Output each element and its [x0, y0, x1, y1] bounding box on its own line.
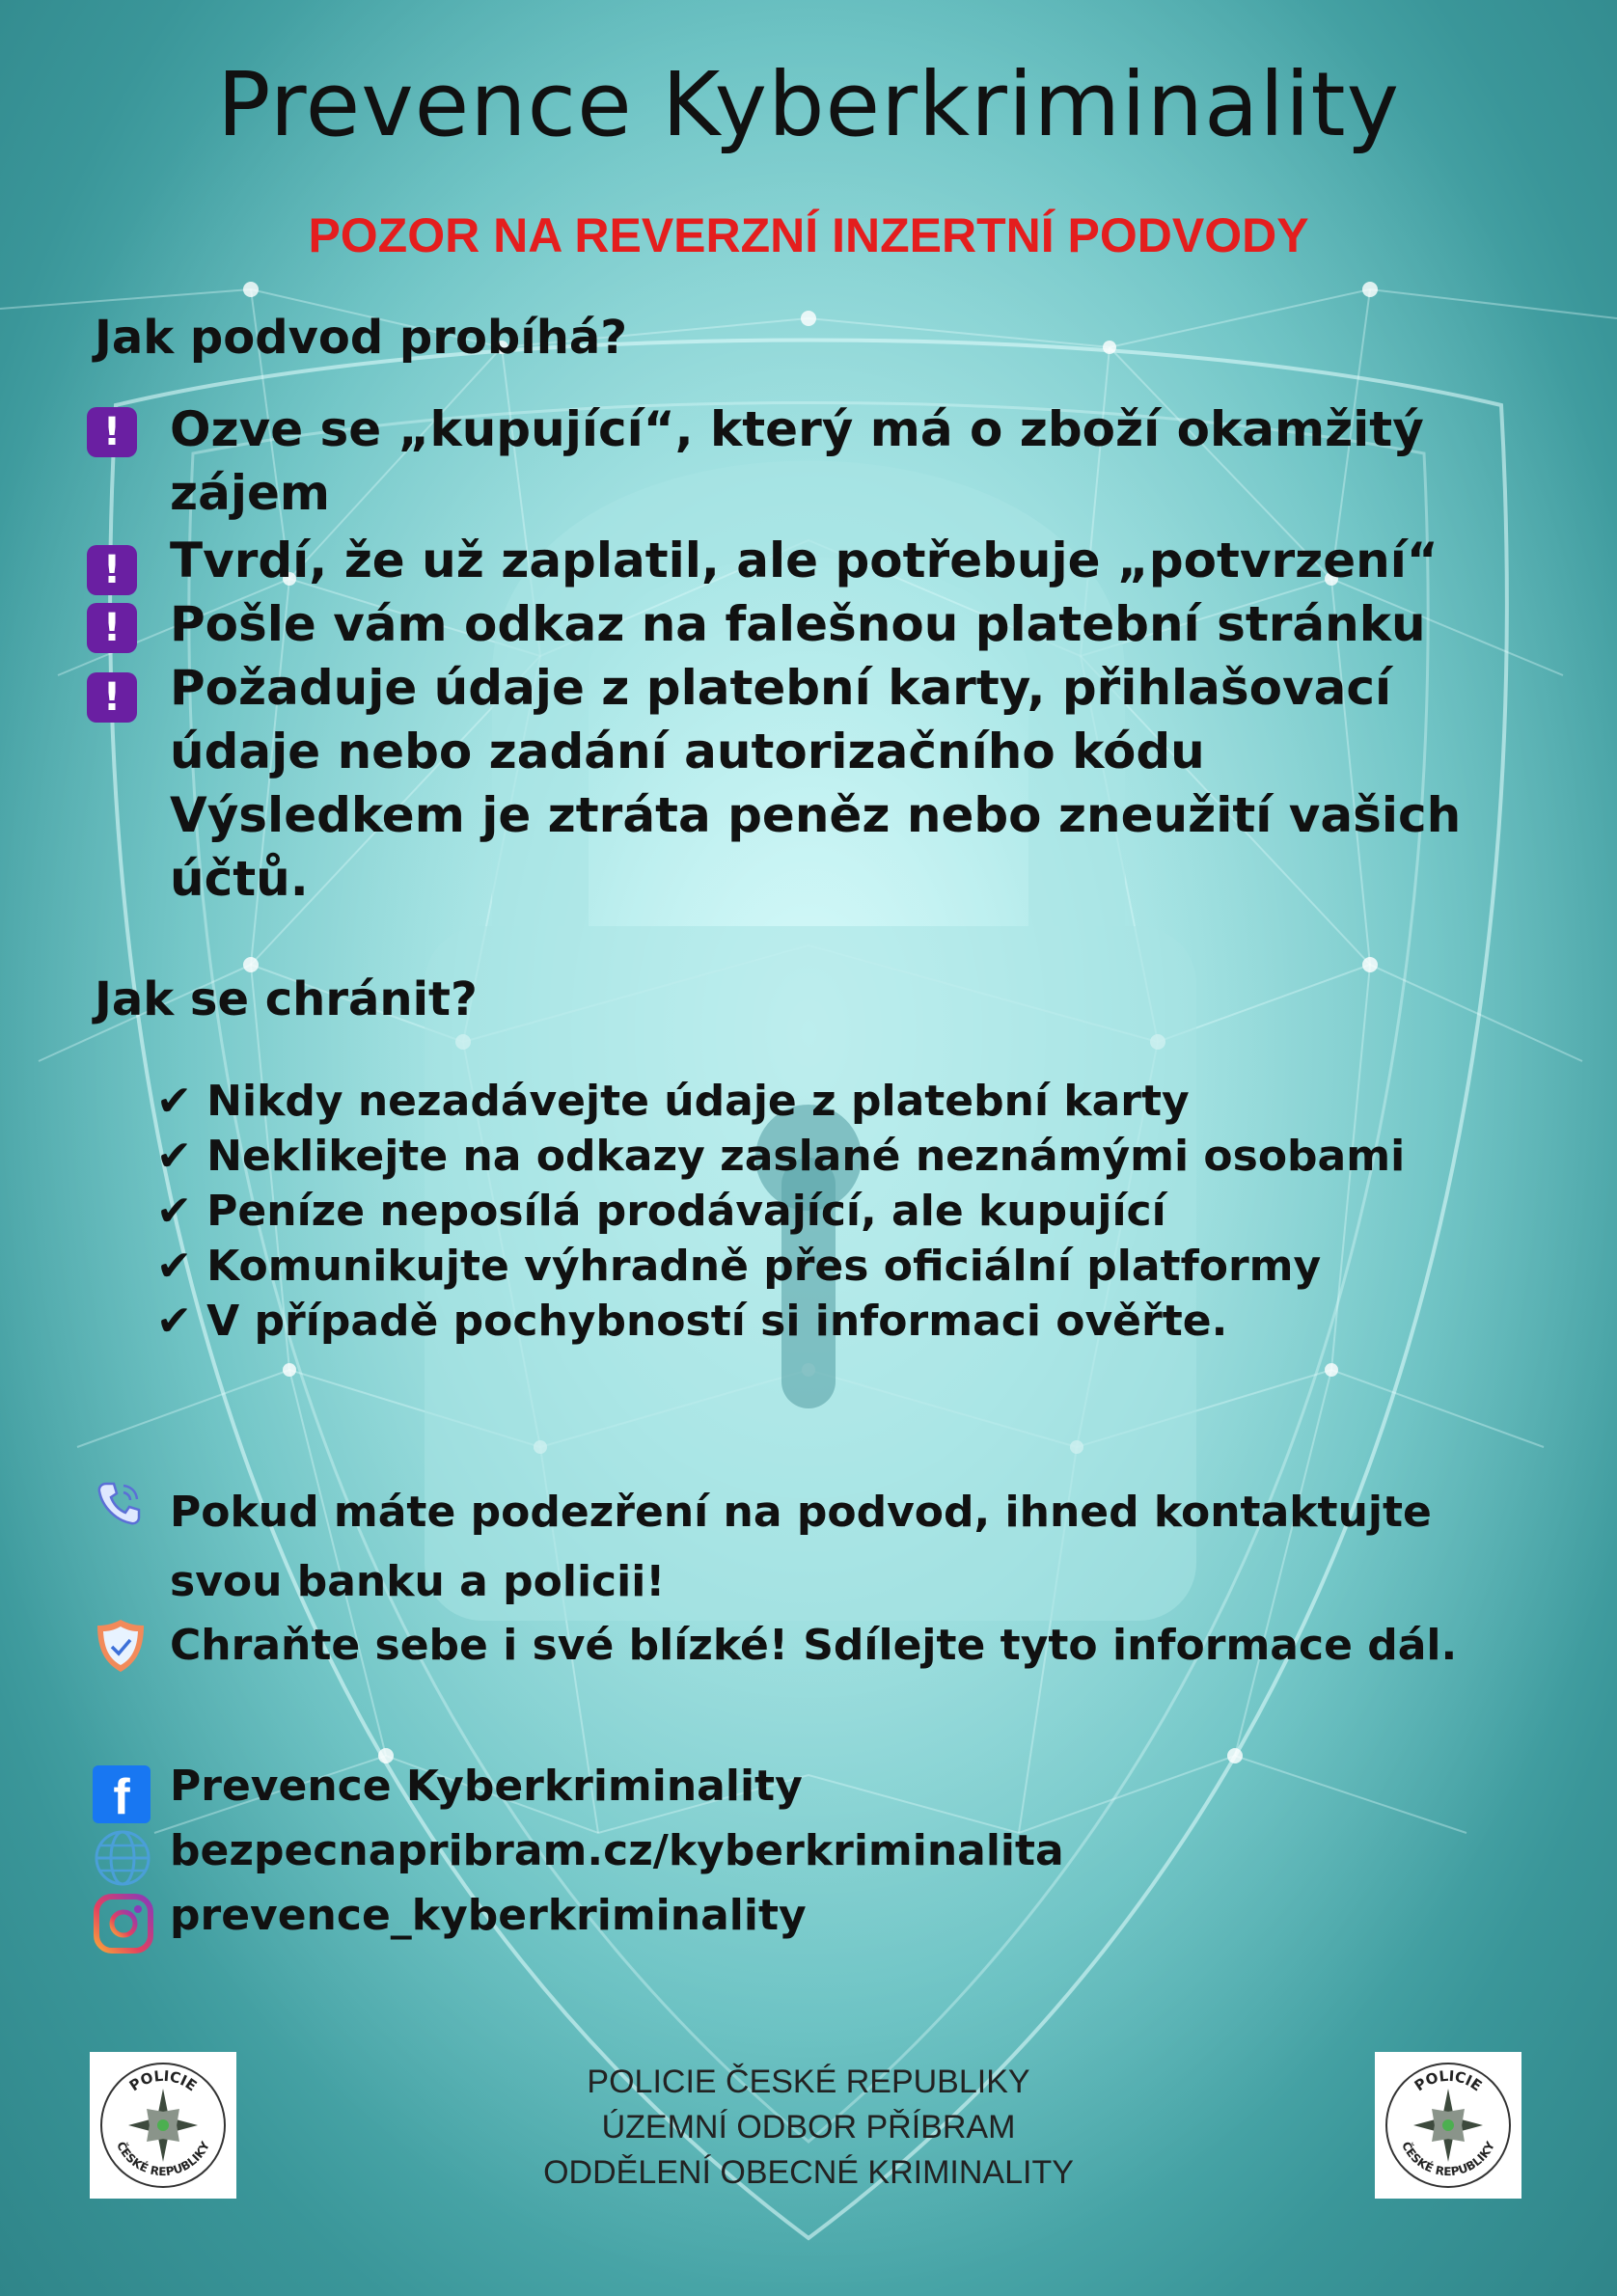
logo-bottom-text: ČESKÉ REPUBLIKY: [114, 2139, 212, 2179]
list-item: ✔ V případě pochybností si informaci ověřte.: [156, 1297, 1228, 1346]
contact-facebook[interactable]: Prevence Kyberkriminality: [170, 1762, 803, 1811]
warning-text: Chraňte sebe i své blízké! Sdílejte tyto informace dál.: [170, 1621, 1458, 1670]
warning-subtitle: POZOR NA REVERZNÍ INZERTNÍ PODVODY: [308, 208, 1309, 262]
exclamation-icon: !: [87, 545, 137, 595]
police-badge-icon: [1375, 2052, 1521, 2199]
logo-top-text: POLICIE: [1411, 2066, 1486, 2095]
shield-check-icon: [93, 1617, 149, 1675]
exclamation-icon: !: [87, 672, 137, 723]
list-item: ✔ Nikdy nezadávejte údaje z platební karty: [156, 1077, 1190, 1126]
contact-website[interactable]: bezpecnapribram.cz/kyberkriminalita: [170, 1826, 1064, 1875]
police-logo-left: [90, 2052, 236, 2199]
list-item: Požaduje údaje z platební karty, přihlašovací údaje nebo zadání autorizačního kódu Výsledkem je ztráta peněz nebo zneužití vašich účtů.: [170, 660, 1462, 907]
warning-text: Pokud máte podezření na podvod, ihned kontaktujte svou banku a policii!: [170, 1488, 1432, 1606]
exclamation-icon: !: [87, 603, 137, 653]
list-item: Ozve se „kupující“, který má o zboží okamžitý zájem: [170, 401, 1424, 521]
globe-icon: [93, 1828, 152, 1888]
police-logo-right: [1375, 2052, 1521, 2199]
facebook-icon: f: [93, 1765, 151, 1823]
list-item: ✔ Neklikejte na odkazy zaslané neznámými osobami: [156, 1132, 1406, 1181]
instagram-icon: [93, 1893, 154, 1954]
section-heading-how: Jak podvod probíhá?: [95, 311, 628, 365]
list-item: Pošle vám odkaz na falešnou platební stránku: [170, 596, 1426, 652]
phone-icon: [93, 1476, 147, 1530]
police-badge-icon: [90, 2052, 236, 2199]
footer-line: POLICIE ČESKÉ REPUBLIKY: [587, 2064, 1030, 2100]
list-item: ✔ Peníze neposílá prodávající, ale kupující: [156, 1187, 1166, 1236]
footer-text: [423, 2060, 1194, 2196]
logo-top-text: POLICIE: [125, 2066, 201, 2095]
contact-instagram[interactable]: prevence_kyberkriminality: [170, 1891, 807, 1940]
exclamation-icon: !: [87, 407, 137, 457]
list-item: ✔ Komunikujte výhradně přes oficiální platformy: [156, 1242, 1322, 1291]
page-title: Prevence Kyberkriminality: [216, 53, 1401, 156]
list-item: Tvrdí, že už zaplatil, ale potřebuje „potvrzení“: [170, 533, 1439, 588]
footer-line: ODDĚLENÍ OBECNÉ KRIMINALITY: [543, 2154, 1074, 2191]
footer-line: ÚZEMNÍ ODBOR PŘÍBRAM: [601, 2109, 1016, 2146]
logo-bottom-text: ČESKÉ REPUBLIKY: [1399, 2139, 1497, 2179]
section-heading-protect: Jak se chránit?: [95, 972, 478, 1026]
